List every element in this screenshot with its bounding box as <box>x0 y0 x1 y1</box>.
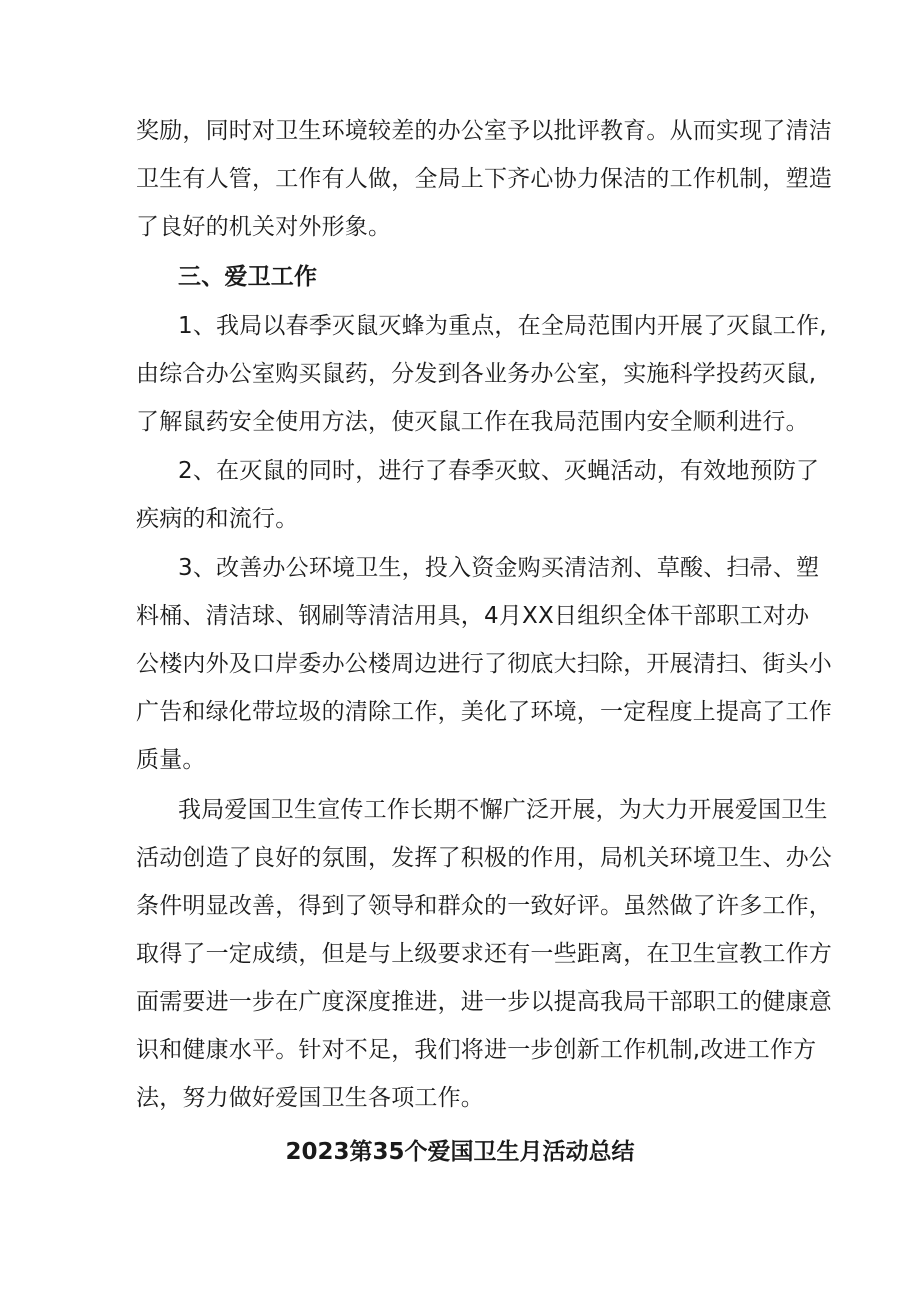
list-item-line: 1、我局以春季灭鼠灭蜂为重点，在全局范围内开展了灭鼠工作, <box>178 313 827 339</box>
body-text-line: 奖励，同时对卫生环境较差的办公室予以批评教育。从而实现了清洁 <box>136 118 832 144</box>
section-heading: 三、爱卫工作 <box>178 264 318 290</box>
list-item-line: 3、改善办公环境卫生，投入资金购买清洁剂、草酸、扫帚、塑 <box>178 555 820 581</box>
body-text-line: 识和健康水平。针对不足，我们将进一步创新工作机制,改进工作方 <box>136 1037 817 1063</box>
body-text-line: 面需要进一步在广度深度推进，进一步以提高我局干部职工的健康意 <box>136 989 832 1015</box>
document-title: 2023第35个爱国卫生月活动总结 <box>285 1139 635 1165</box>
list-item-line: 公楼内外及口岸委办公楼周边进行了彻底大扫除，开展清扫、街头小 <box>136 651 832 677</box>
body-text-line: 法，努力做好爱国卫生各项工作。 <box>136 1085 484 1111</box>
list-item-line: 广告和绿化带垃圾的清除工作，美化了环境，一定程度上提高了工作 <box>136 699 832 725</box>
body-text-line: 了良好的机关对外形象。 <box>136 214 392 240</box>
body-text-line: 条件明显改善，得到了领导和群众的一致好评。虽然做了许多工作， <box>136 893 832 919</box>
list-item-line: 疾病的和流行。 <box>136 506 299 532</box>
list-item-line: 料桶、清洁球、钢刷等清洁用具，4月XX日组织全体干部职工对办 <box>136 603 810 629</box>
body-text-line: 我局爱国卫生宣传工作长期不懈广泛开展，为大力开展爱国卫生 <box>178 797 828 823</box>
list-item-line: 由综合办公室购买鼠药，分发到各业务办公室，实施科学投药灭鼠, <box>136 361 817 387</box>
list-item-line: 了解鼠药安全使用方法，使灭鼠工作在我局范围内安全顺利进行。 <box>136 409 809 435</box>
body-text-line: 取得了一定成绩，但是与上级要求还有一些距离，在卫生宣教工作方 <box>136 941 832 967</box>
list-item-line: 质量。 <box>136 747 206 773</box>
list-item-line: 2、在灭鼠的同时，进行了春季灭蚊、灭蝇活动，有效地预防了 <box>178 458 820 484</box>
body-text-line: 活动创造了良好的氛围，发挥了积极的作用，局机关环境卫生、办公 <box>136 845 832 871</box>
body-text-line: 卫生有人管，工作有人做，全局上下齐心协力保洁的工作机制，塑造 <box>136 166 832 192</box>
